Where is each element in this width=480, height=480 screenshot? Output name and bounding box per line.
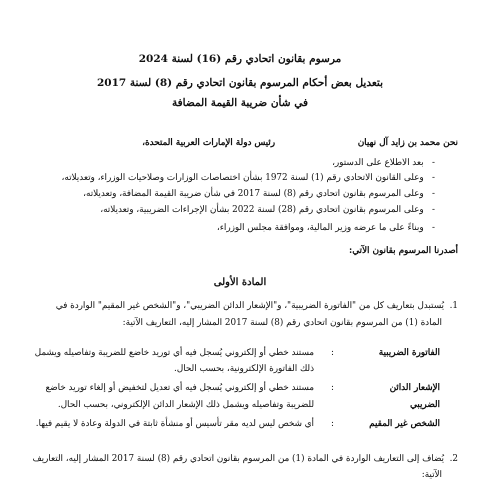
definition-term: الشخص غير المقيم — [369, 419, 440, 429]
definition-term: الفاتورة الضريبية — [378, 348, 440, 358]
definition-text: مستند خطي أو إلكتروني يُسجل فيه أي تعديل لتخفيض أو إلغاء توريد خاضع — [45, 383, 314, 393]
clause-1-line-2: المادة (1) من المرسوم بقانون اتحادي رقم (8) لسنة 2017 المشار إليه، التعاريف الآتية: — [122, 318, 442, 328]
definition-text: مستند خطي أو إلكتروني يُسجل فيه أي توريد خاضع للضريبة وتفاصيله ويشمل — [34, 348, 314, 358]
issuer-role: رئيس دولة الإمارات العربية المتحدة، — [142, 138, 275, 148]
definition-text: للضريبة وتفاصيله ويشمل ذلك الإشعار الدائن الإلكتروني، بحسب الحال. — [57, 400, 314, 410]
definition-term: الإشعار الدائن — [389, 383, 440, 393]
clause-2-line-1: 2. يُضاف إلى التعاريف الواردة في المادة (1) من المرسوم بقانون اتحادي رقم (8) لسنة 2017 المشار إليه، التعاريف — [32, 454, 458, 464]
decree-subtitle: بتعديل بعض أحكام المرسوم بقانون اتحادي رقم (8) لسنة 2017 — [96, 77, 384, 89]
issuer-name: نحن محمد بن زايد آل نهيان — [357, 138, 458, 148]
preamble-item: - وعلى المرسوم بقانون اتحادي رقم (8) لسنة 2017 في شأن ضريبة القيمة المضافة، وتعديلاته، — [83, 189, 435, 199]
decree-subject: في شأن ضريبة القيمة المضافة — [172, 97, 308, 109]
definition-colon: : — [331, 419, 334, 429]
clause-1-line-1: 1. يُستبدل بتعاريف كل من "الفاتورة الضريبية"، و"الإشعار الدائن الضريبي"، و"الشخص غير المقيم" الواردة في — [55, 301, 458, 311]
preamble-item: - بعد الاطلاع على الدستور، — [332, 158, 435, 168]
definition-colon: : — [331, 383, 334, 393]
preamble-item: - وعلى القانون الاتحادي رقم (1) لسنة 1972 بشأن اختصاصات الوزارات وصلاحيات الوزراء، وتعديلاته، — [61, 173, 435, 183]
definition-text: ذلك الفاتورة الإلكترونية، بحسب الحال. — [174, 364, 314, 374]
preamble-item: - وعلى المرسوم بقانون اتحادي رقم (28) لسنة 2022 بشأن الإجراءات الضريبية، وتعديلاته، — [100, 205, 435, 215]
decree-title: مرسوم بقانون اتحادي رقم (16) لسنة 2024 — [138, 53, 342, 65]
decree-statement: أصدرنا المرسوم بقانون الآتي: — [348, 246, 458, 256]
preamble-item: - وبناءً على ما عرضه وزير المالية، وموافقة مجلس الوزراء، — [216, 223, 435, 233]
clause-2-line-2: الآتية: — [421, 470, 442, 480]
definition-term: الضريبي — [409, 400, 440, 410]
article-title: المادة الأولى — [213, 277, 267, 288]
definition-text: أي شخص ليس لديه مقر تأسيس أو منشأة ثابتة في الدولة وعادة لا يقيم فيها. — [35, 419, 314, 429]
definition-colon: : — [331, 348, 334, 358]
